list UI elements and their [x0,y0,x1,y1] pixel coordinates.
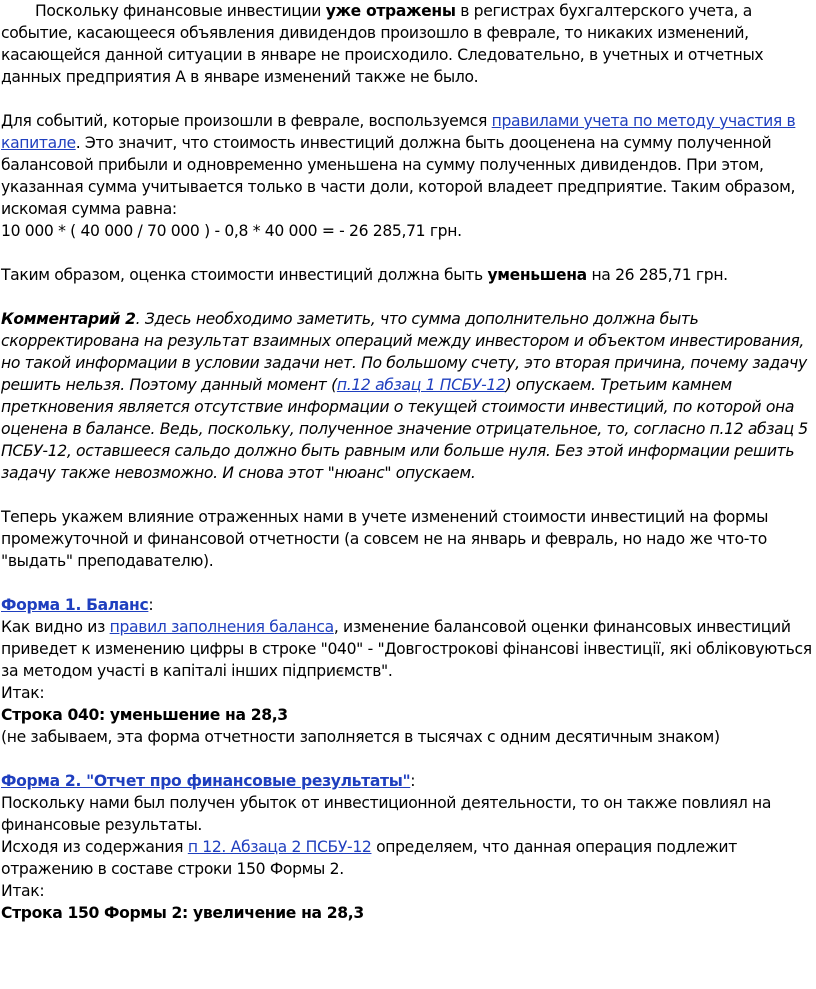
paragraph-conclusion [1,264,812,286]
p1-bold: уже отражены [325,2,456,20]
form1-explanation [1,616,812,682]
link-form2-financial-results[interactable]: Форма 2. "Отчет про финансовые результаты" [1,772,411,790]
form1-note: (не забываем, эта форма отчетности заполняется в тысячах с одним десятичным знаком) [1,728,720,746]
p3-text-a: Таким образом, оценка стоимости инвестиций должна быть [1,266,488,284]
form1-result-text: Строка 040: уменьшение на 28,3 [1,706,288,724]
form2-explanation [1,836,812,880]
p4-text-a: . Здесь необходимо заметить, что сумма дополнительно должна быть скорректирована на результат взаимных операций между инвестором и объектом инвестирования, но такой информации в условии задачи нет. По большому счету, это вторая причина, почему задачу решить нельзя. Поэтому данный момент ( [1,310,807,394]
form2-text-b: определяем, что данная операция подлежит отражению в составе строки 150 Формы 2. [1,838,737,878]
link-psbu12-p12-a1[interactable]: п.12 абзац 1 ПСБУ-12 [336,376,506,394]
paragraph-february [1,110,812,220]
form2-colon: : [410,772,416,790]
p1-text-b: в регистрах бухгалтерского учета, а событие, касающееся объявления дивидендов произошло в феврале, то никаких изменений, касающейся данной ситуации в январе не происходило. Следовательно, в учетных и отчетных данных предприятия А в январе изменений также не было. [1,2,764,86]
form1-heading-line [1,594,812,616]
form2-itak: Итак: [1,882,45,900]
paragraph-january [1,0,812,88]
form2-text-a: Исходя из содержания [1,838,188,856]
form1-itak: Итак: [1,684,45,702]
form1-text-a: Как видно из [1,618,110,636]
p1-text-a: Поскольку финансовые инвестиции [35,2,326,20]
spacer [1,572,812,594]
p3-bold: уменьшена [487,266,587,284]
form1-result [1,704,812,726]
form1-text-b: , изменение балансовой оценки финансовых инвестиций приведет к изменению цифры в строке "040" - "Довгострокові фінансові інвестиції, які обліковуються за методом участі в капіталі інших підприємств". [1,618,812,680]
p4-text-b: ) опускаем. Третьим камнем преткновения является отсутствие информации о текущей стоимости инвестиций, по которой она оценена в балансе. Ведь, поскольку, полученное значение отрицательное, то, согласно п.12 абзац 5 ПСБУ-12, оставшееся сальдо должно быть равным или больше нуля. Без этой информации решить задачу также невозможно. И снова этот "нюанс" опускаем. [1,376,808,482]
link-equity-method-rules[interactable]: правилами учета по методу участия в капитале [1,112,796,152]
paragraph-reporting-impact: Теперь укажем влияние отраженных нами в учете изменений стоимости инвестиций на формы промежуточной и финансовой отчетности (а совсем не на январь и февраль, но надо же что-то "выдать" преподавателю). [1,508,769,570]
spacer [1,748,812,770]
p2-text-a: Для событий, которые произошли в феврале, воспользуемся [1,112,492,130]
form2-loss-text: Поскольку нами был получен убыток от инвестиционной деятельности, то он также повлиял на финансовые результаты. [1,794,772,834]
link-form1-balance[interactable]: Форма 1. Баланс [1,596,149,614]
spacer [1,88,812,110]
p3-text-b: на 26 285,71 грн. [586,266,728,284]
link-balance-filling-rules[interactable]: правил заполнения баланса [109,618,334,636]
spacer [1,484,812,506]
form2-result [1,902,812,924]
form1-colon: : [148,596,154,614]
spacer [1,286,812,308]
comment-label: Комментарий 2 [1,310,136,328]
formula-line: 10 000 * ( 40 000 / 70 000 ) - 0,8 * 40 000 = - 26 285,71 грн. [1,222,462,240]
link-psbu12-p12-a2[interactable]: п 12. Абзаца 2 ПСБУ-12 [187,838,372,856]
spacer [1,242,812,264]
p2-text-b: . Это значит, что стоимость инвестиций должна быть дооценена на сумму полученной балансовой прибыли и одновременно уменьшена на сумму полученных дивидендов. При этом, указанная сумма учитывается только в части доли, которой владеет предприятие. Таким образом, искомая сумма равна: [1,134,796,218]
form2-result-text: Строка 150 Формы 2: увеличение на 28,3 [1,904,364,922]
form2-heading-line [1,770,812,792]
paragraph-comment-2 [1,308,812,484]
